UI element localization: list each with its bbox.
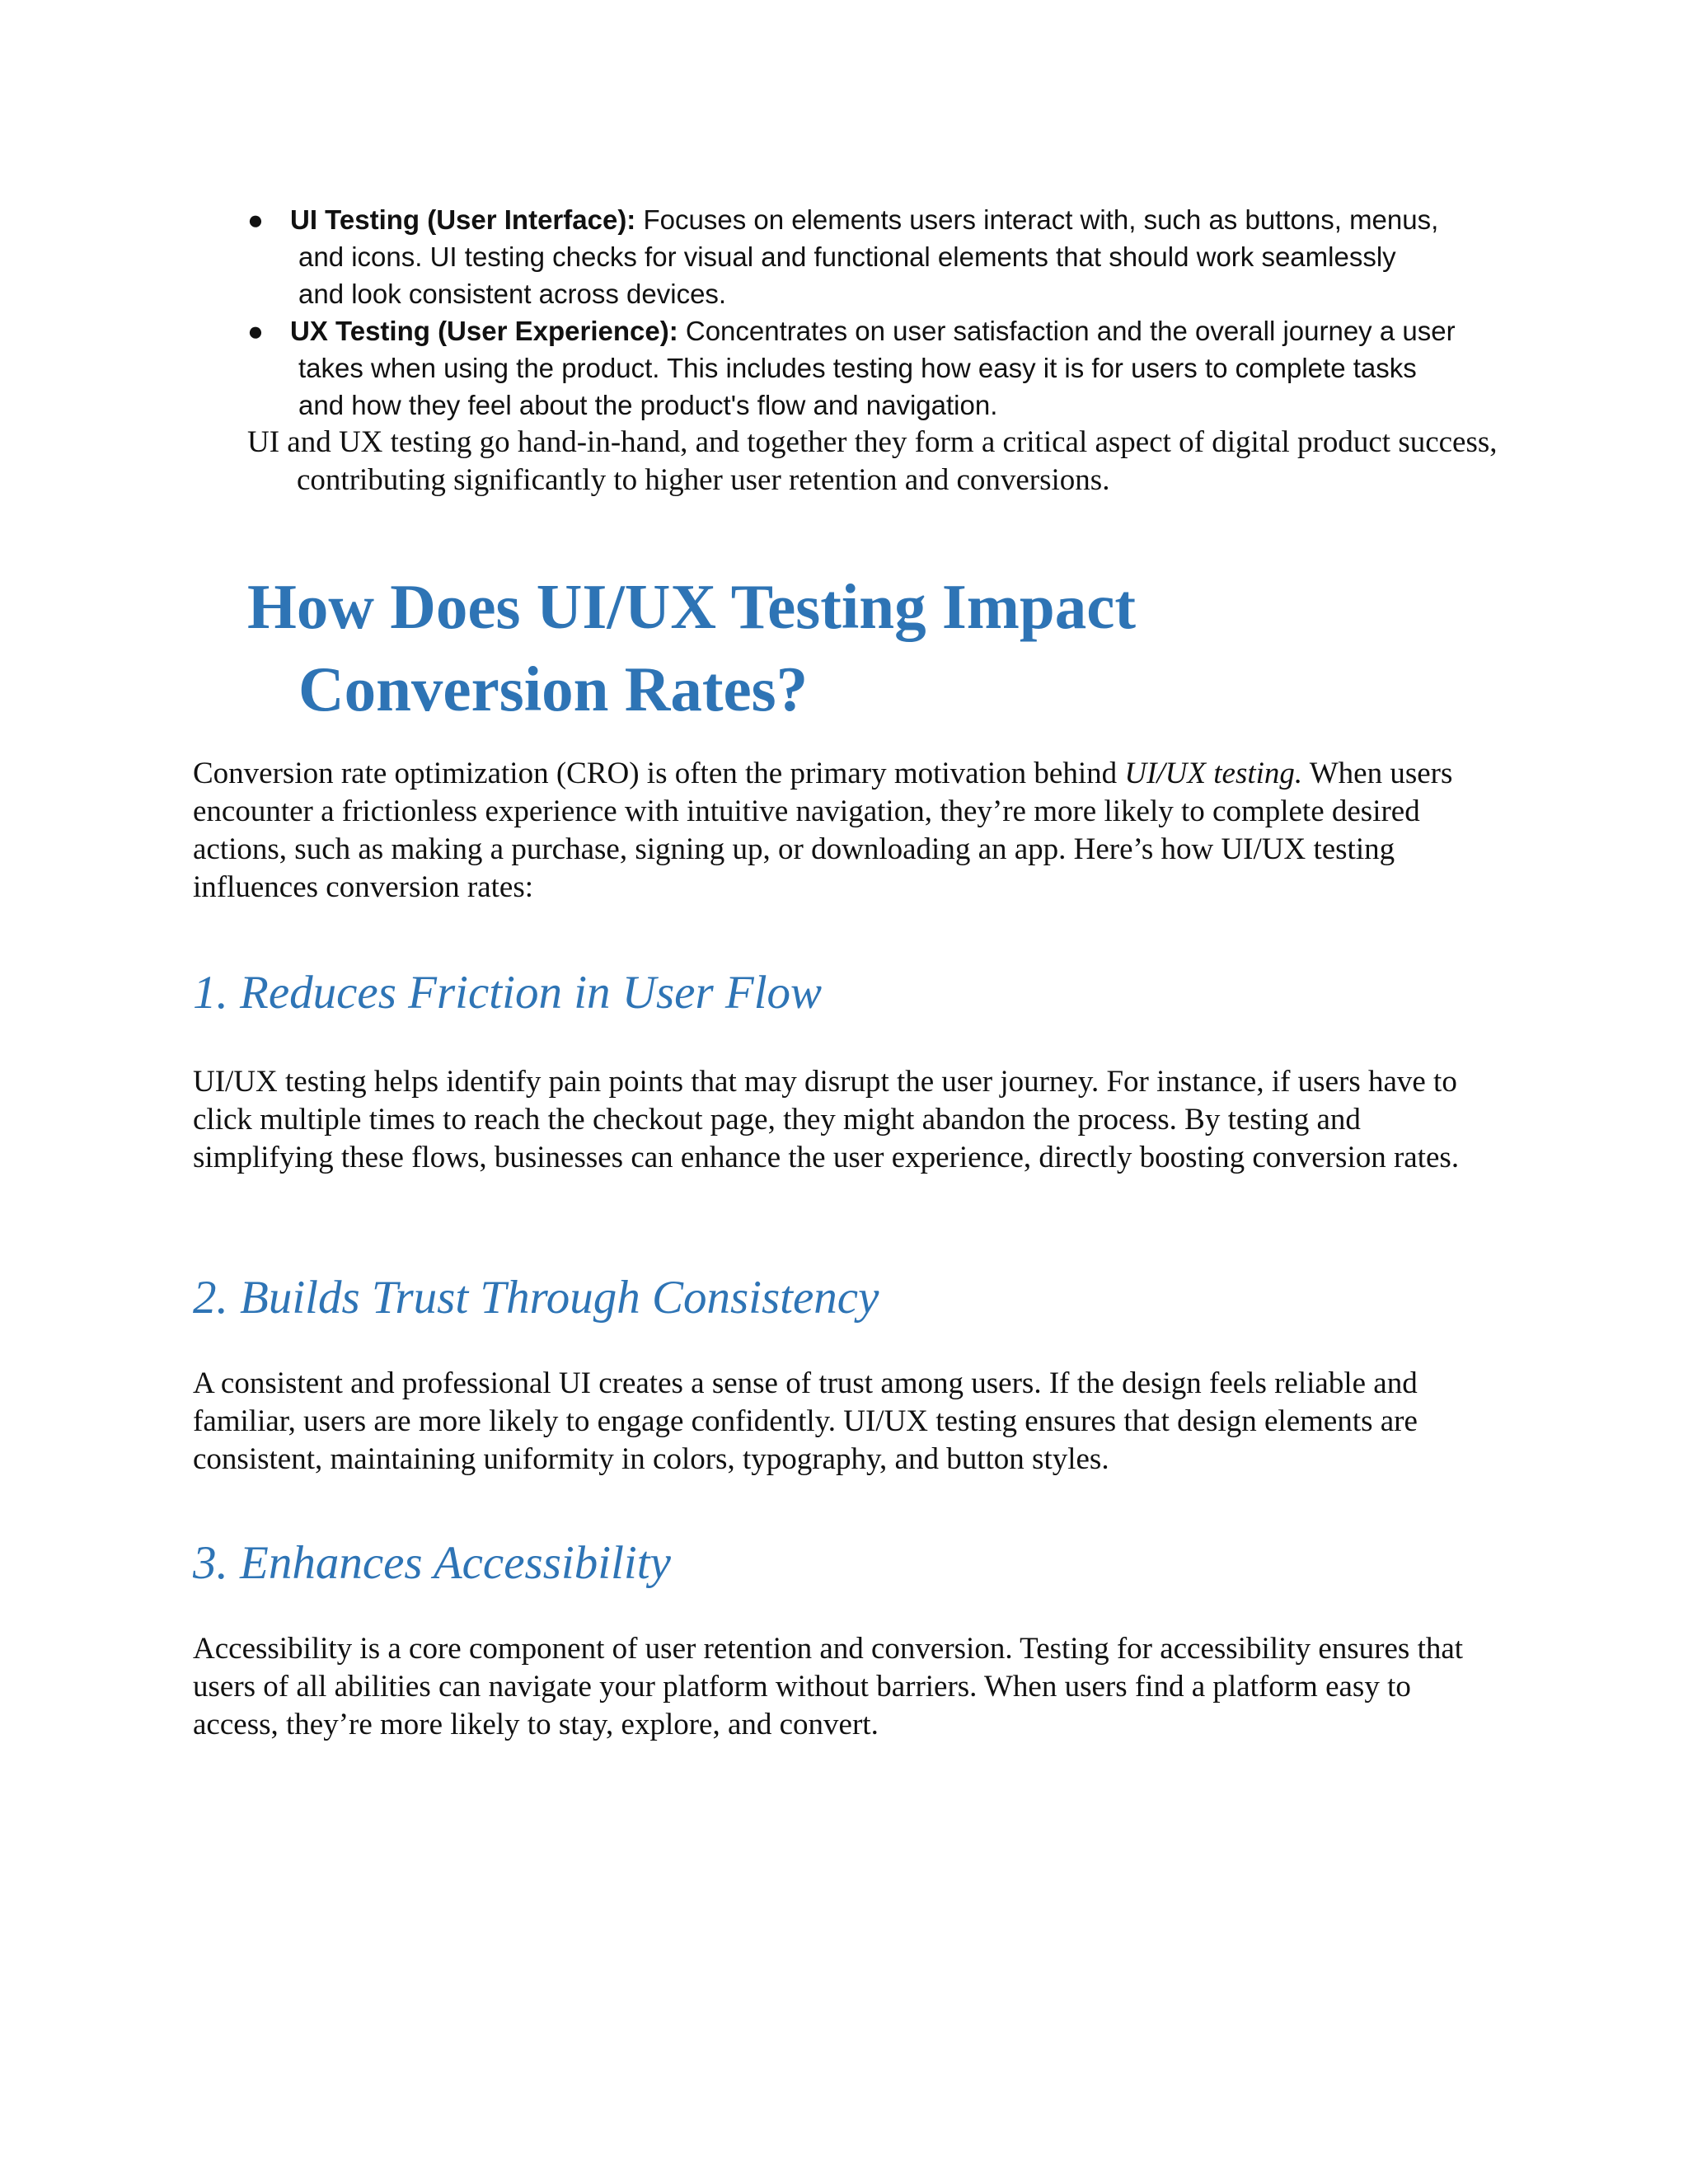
bullet-text: and icons. UI testing checks for visual and functional elements that should work seamlessly — [298, 241, 1396, 272]
bullet-list — [247, 201, 1484, 424]
summary-paragraph: UI and UX testing go hand-in-hand, and together they form a critical aspect of digital product success, contributing significantly to higher user retention and conversions. — [247, 425, 1498, 497]
section-heading: 3. Enhances Accessibility — [193, 1537, 671, 1589]
list-item — [247, 201, 1484, 312]
section-heading: 2. Builds Trust Through Consistency — [193, 1272, 879, 1324]
intro-text: When users encounter a frictionless experience with intuitive navigation, they’re more likely to complete desired actions, such as making a purchase, signing up, or downloading an app. Here’s how UI/UX testing influences conversion rates: — [193, 757, 1453, 904]
intro-text: Conversion rate optimization (CRO) is often the primary motivation behind — [193, 757, 1125, 790]
section-paragraph: Accessibility is a core component of user retention and conversion. Testing for accessibility ensures that users of all abilities can navigate your platform without barriers. When users find a platform easy to access, they’re more likely to stay, explore, and convert. — [193, 1632, 1464, 1741]
bullet-lead: UI Testing (User Interface): — [290, 204, 636, 235]
bullet-icon: ● — [247, 316, 264, 346]
bullet-text: Concentrates on user satisfaction and the overall journey a user — [678, 316, 1456, 346]
bullet-lead: UX Testing (User Experience): — [290, 316, 678, 346]
bullet-text: and look consistent across devices. — [298, 279, 727, 309]
page-title-line: Conversion Rates? — [298, 654, 809, 724]
intro-paragraph — [193, 755, 1495, 907]
section-paragraph: UI/UX testing helps identify pain points that may disrupt the user journey. For instance, if users have to click multiple times to reach the checkout page, they might abandon the process. By testing and simplifying these flows, businesses can enhance the user experience, directly boosting conversion rates. — [193, 1065, 1460, 1174]
intro-emphasis: UI/UX testing. — [1124, 757, 1303, 790]
list-item — [247, 312, 1484, 424]
bullet-text: Focuses on elements users interact with, such as buttons, menus, — [635, 204, 1439, 235]
bullet-text: takes when using the product. This includes testing how easy it is for users to complete tasks — [298, 353, 1417, 383]
section-paragraph: A consistent and professional UI creates a sense of trust among users. If the design feels reliable and familiar, users are more likely to engage confidently. UI/UX testing ensures that design elements are consistent, maintaining uniformity in colors, typography, and button styles. — [193, 1366, 1418, 1476]
bullet-text: and how they feel about the product's flow and navigation. — [298, 390, 998, 420]
bullet-icon: ● — [247, 204, 264, 235]
section-heading: 1. Reduces Friction in User Flow — [193, 967, 823, 1019]
page-title-line: How Does UI/UX Testing Impact — [247, 571, 1137, 642]
page-title — [247, 565, 1535, 730]
